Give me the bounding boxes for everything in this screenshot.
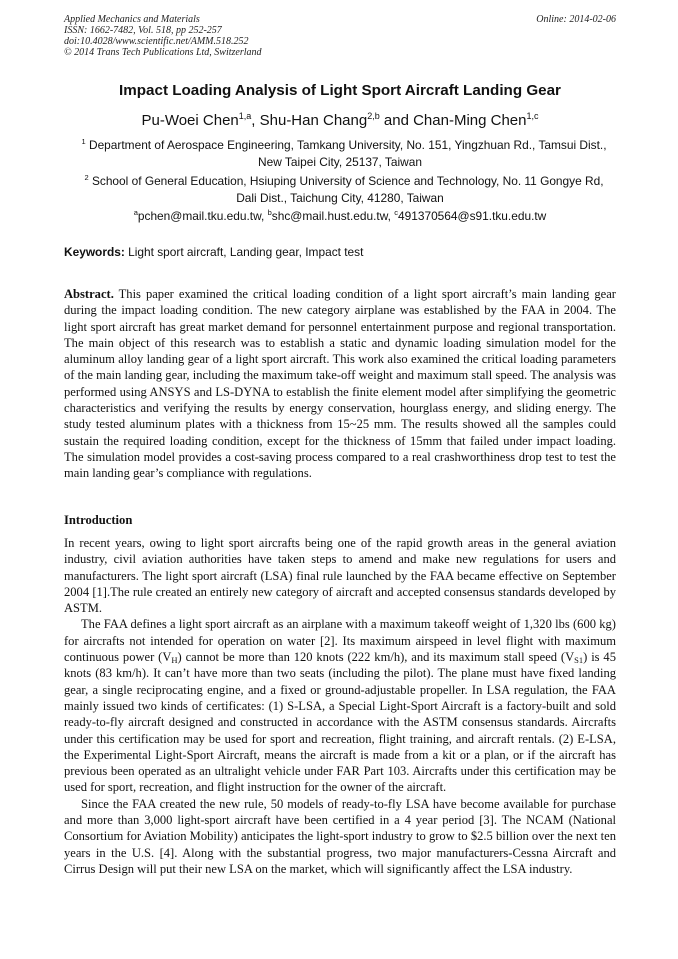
email-link[interactable]: pchen@mail.tku.edu.tw, (137, 209, 265, 223)
affiliation-2 (64, 173, 616, 207)
online-date: Online: 2014-02-06 (536, 14, 616, 25)
paragraph: The FAA defines a light sport aircraft as an airplane with a maximum takeoff weight of 1,320 lbs (600 kg) for aircrafts not intended for operation on water [2]. Its maximum airspeed in level flight with maximum continuous power $(V_H)$ cannot be more than 120 knots (222 km/h), and its maximum stall speed $(V_{S1})$ is 45 knots (83 km/h). It can’t have more than two seats (including the pilot). The plane must have fixed landing gear, a single reciprocating engine, and a fixed or ground-adjustable propeller. In LSA regulation, the FAA mainly issued two kinds of certificates: (1) S-LSA, a Special Light-Sport Aircraft is a factory-built and sold ready-to-fly aircraft designed and constructed in accordance with the ASTM consensus standards. Aircrafts under this certification may be used for sport and recreation, flight training, and aircraft rentals. (2) E-LSA, the Experimental Light-Sport Aircraft, means the aircraft is made from a kit or a plan, or if the aircraft has previous been operated as an ultralight vehicle under FAR Part 103. Aircrafts under this certification may be used for sport, recreation, and flight instruction for the owner of the aircraft. (64, 617, 616, 795)
affiliation-number: 2 (84, 173, 89, 182)
email-link[interactable]: 491370564@s91.tku.edu.tw (398, 209, 547, 223)
paragraph: In recent years, owing to light sport aircrafts being one of the rapid growth areas in the general aviation industry, civil aviation authorities have taken steps to amend and make new regulations for users and manufacturers. The light sport aircraft (LSA) final rule launched by the FAA became effective on September 2004 [1].The rule created an entirely new category of aircraft and accepted consensus standards developed by ASTM. (64, 536, 616, 616)
author-affiliation-marker: 2,b (367, 111, 380, 121)
subscript: H (171, 655, 178, 666)
email-marker: a (133, 208, 138, 217)
paper-title: Impact Loading Analysis of Light Sport Aircraft Landing Gear (119, 82, 561, 99)
introduction-body (64, 535, 616, 877)
author-conjunction: and (383, 112, 409, 129)
paragraph: Since the FAA created the new rule, 50 models of ready-to-fly LSA have become available for purchase and more than 3,000 light-sport aircraft have been certified in a 4 year period [3]. The NCAM (National Consortium for Aviation Mobility) anticipates the light-sport industry to grow to $2.5 billion over the next ten years in the U.S. [4]. Along with the substantial progress, two major manufacturers-Cessna Aircraft and Cirrus Design will put their new LSA on the market, which will significantly affect the LSA industry. (64, 796, 616, 876)
affiliation-text: School of General Education, Hsiuping University of Science and Technology, No. 11 Gongye Rd, (91, 174, 604, 188)
abstract (64, 286, 616, 482)
author-affiliation-marker: 1,a (238, 111, 252, 121)
journal-header (64, 14, 616, 58)
author-list: Pu-Woei Chen$^{1,a}$, Shu-Han Chang$^{2,b}$ and Chan-Ming Chen$^{1,c}$ (141, 111, 539, 129)
author-emails (64, 208, 616, 225)
journal-name: Applied Mechanics and Materials (64, 14, 200, 25)
author-name: Pu-Woei Chen (141, 112, 239, 129)
author-affiliation-marker: 1,c (526, 111, 539, 121)
keywords-label: Keywords: (64, 245, 125, 259)
journal-doi[interactable]: doi:10.4028/www.scientific.net/AMM.518.252 (64, 36, 249, 47)
affiliation-number: 1 (81, 137, 86, 146)
affiliation-1 (64, 137, 616, 171)
abstract-text: This paper examined the critical loading condition of a light sport aircraft’s main landing gear during the impact loading condition. The new category airplane was established by the FAA in 2004. The light sport aircraft has great market demand for personnel entertainment purpose and regional transportation. The main object of this research was to establish a static and dynamic loading simulation model for the aluminum alloy landing gear of a light sport aircraft. This work also examined the critical loading parameters of the main landing gear, including the maximum take-off weight and maximum stall speed. The analysis was performed using ANSYS and LS-DYNA to establish the finite element model after simplifying the geometric characteristics and verifying the results by energy conservation, hourglass energy, and sliding energy. The study tested aluminum plates with a thickness from 15~25 mm. The results showed all the samples could sustain the required loading condition, except for the thickness of 15mm that failed under impact loading. The simulation model provides a cost-saving process compared to a real crashworthiness drop test to test the main landing gear’s compliance with regulations. (64, 287, 616, 481)
affiliation-text: Department of Aerospace Engineering, Tamkang University, No. 151, Yingzhuan Rd., Tamsui Dist., (88, 138, 607, 152)
email-marker: b (267, 208, 272, 217)
author-name: Shu-Han Chang (259, 112, 368, 129)
affiliation-text: Dali Dist., Taichung City, 41280, Taiwan (236, 191, 444, 205)
email-link[interactable]: shc@mail.hust.edu.tw, (271, 209, 391, 223)
abstract-label: Abstract. (64, 287, 114, 301)
section-heading-introduction: Introduction (64, 513, 133, 527)
keywords (64, 244, 616, 260)
keywords-text: Light sport aircraft, Landing gear, Impact test (128, 245, 364, 259)
journal-issn: ISSN: 1662-7482, Vol. 518, pp 252-257 (64, 25, 222, 36)
affiliation-text: New Taipei City, 25137, Taiwan (258, 155, 422, 169)
journal-copyright: © 2014 Trans Tech Publications Ltd, Switzerland (64, 47, 262, 58)
subscript: S1 (574, 655, 584, 666)
email-marker: c (394, 208, 398, 217)
author-name: Chan-Ming Chen (413, 112, 527, 129)
